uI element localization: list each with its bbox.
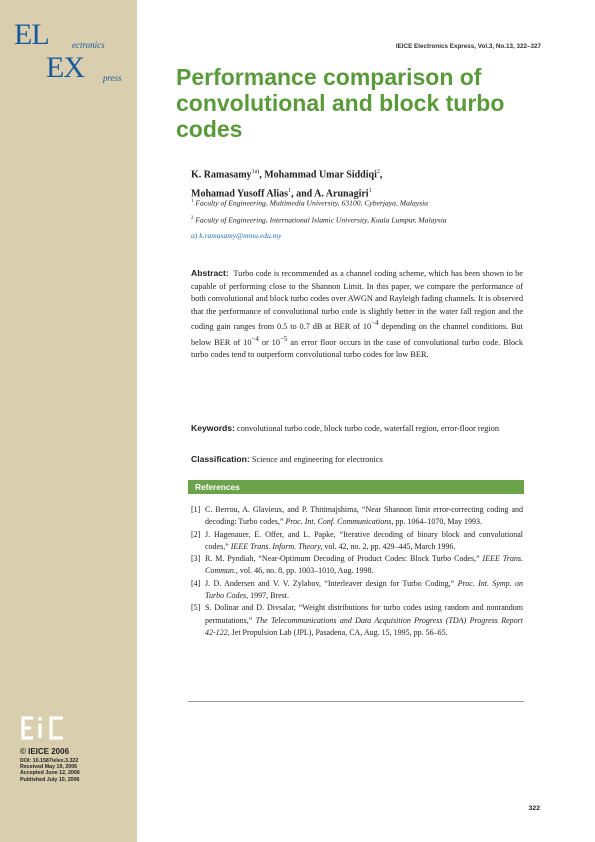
reference-venue: IEEE Trans. Commun., bbox=[205, 554, 523, 576]
abstract bbox=[191, 267, 523, 362]
reference-venue: The Telecommunications and Data Acquisition Progress (TDA) Progress Report 42-122, bbox=[205, 615, 523, 637]
abstract-text: an error floor occurs in the case of convolutional turbo code. Block turbo codes tend to outperform convolutional turbo codes for low BER. bbox=[191, 337, 524, 360]
reference-number: [3] bbox=[191, 554, 201, 564]
reference-details: Jet Propulsion Lab (JPL), Pasadena, CA, Aug. 15, 1995, pp. 56–65. bbox=[231, 627, 448, 637]
author-sup: 1 bbox=[368, 188, 372, 195]
reference-list bbox=[191, 504, 523, 639]
journal-logo-el: EL bbox=[14, 18, 49, 51]
keywords bbox=[191, 422, 523, 436]
classification-text: Science and engineering for electronics bbox=[251, 455, 383, 464]
journal-logo-el-sub: ectronics bbox=[72, 40, 105, 50]
reference-venue: IEEE Trans. Inform. Theory, bbox=[230, 541, 323, 551]
reference-number: [2] bbox=[191, 529, 201, 539]
page-number: 322 bbox=[528, 805, 540, 812]
reference-item bbox=[191, 578, 523, 603]
journal-logo-ex-sub: press bbox=[103, 73, 122, 83]
references-heading: References bbox=[188, 480, 524, 494]
affiliation-sup: 1 bbox=[191, 199, 194, 204]
published-date: Published July 10, 2006 bbox=[20, 776, 80, 783]
reference-item bbox=[191, 504, 523, 529]
author-list: K. Ramasamy$^{1a)}$, Mohammad Umar Siddiqi$^2$, Mohamad Yusoff Alias$^1$, and A. Arunagiri$^1$ bbox=[191, 169, 383, 200]
reference-item bbox=[191, 602, 523, 639]
paper-title: Performance comparison of convolutional and block turbo codes bbox=[176, 64, 505, 142]
author-name: A. Arunagiri bbox=[314, 188, 369, 200]
reference-item bbox=[191, 529, 523, 554]
author-sup: 2 bbox=[376, 169, 380, 175]
abstract-exponent: −4 bbox=[251, 335, 259, 343]
divider bbox=[188, 701, 524, 702]
reference-details: 1997, Brest. bbox=[250, 591, 290, 601]
reference-venue: Proc. Int. Conf. Communications, bbox=[285, 517, 394, 527]
affiliation-sup: 2 bbox=[191, 216, 194, 221]
reference-text: R. M. Pyndiah, “Near-Optimum Decoding of Product Codes: Block Turbo Codes,” bbox=[205, 554, 480, 564]
reference-text: J. Hagenauer, E. Offer, and L. Papke, “Iterative decoding of binary block and convolutional codes,” bbox=[205, 529, 523, 551]
author-name: Mohamad Yusoff Alias bbox=[191, 188, 289, 200]
affiliation-1 bbox=[191, 197, 531, 209]
author-name: Mohammad Umar Siddiqi bbox=[264, 169, 377, 181]
abstract-text: or 10 bbox=[258, 337, 280, 347]
abstract-exponent: −5 bbox=[279, 335, 288, 343]
article-metadata bbox=[20, 747, 80, 783]
eic-logo-icon bbox=[20, 715, 70, 741]
author-sup: 1 bbox=[288, 188, 292, 195]
reference-text: C. Berrou, A. Glavieux, and P. Thitimajshima, “Near Shannon limit error-correcting coding and decoding: Turbo codes,” bbox=[205, 505, 523, 527]
affiliation-2 bbox=[191, 214, 531, 226]
reference-number: [1] bbox=[191, 505, 201, 514]
journal-logo-ex: EX bbox=[46, 51, 84, 84]
abstract-label: Abstract: bbox=[191, 268, 229, 278]
reference-details: vol. 46, no. 8, pp. 1003–1010, Aug. 1998. bbox=[239, 566, 374, 576]
received-date: Received May 19, 2006 bbox=[20, 764, 78, 771]
journal-reference: IEICE Electronics Express, Vol.3, No.13, 322–327 bbox=[395, 43, 541, 50]
author-conjunction: and bbox=[296, 188, 313, 200]
keywords-label: Keywords: bbox=[191, 423, 235, 433]
reference-details: vol. 42, no. 2, pp. 429–445, March 1996. bbox=[324, 541, 456, 551]
reference-number: [4] bbox=[191, 578, 201, 588]
affiliation-text: Faculty of Engineering, International Islamic University, Kuala Lumpur, Malaysia bbox=[195, 215, 447, 225]
doi[interactable]: DOI: 10.1587/elex.3.322 bbox=[20, 758, 79, 764]
affiliation-text: Faculty of Engineering, Multimedia University, 63100, Cyberjaya, Malaysia bbox=[195, 198, 429, 208]
classification-label: Classification: bbox=[191, 454, 250, 464]
author-name: K. Ramasamy bbox=[191, 169, 252, 181]
reference-item bbox=[191, 553, 523, 578]
reference-details: pp. 1064–1070, May 1993. bbox=[395, 517, 483, 527]
abstract-text: depending on the channel conditions. But below BER of 10 bbox=[191, 322, 523, 347]
corresponding-email[interactable]: a) k.ramasamy@mmu.edu.my bbox=[191, 231, 282, 240]
reference-number: [5] bbox=[191, 603, 201, 613]
reference-text: J. D. Andersen and V. V. Zylabov, “Interleaver design for Turbo Coding,” bbox=[205, 578, 455, 588]
reference-text: S. Dolinar and D. Divsalar, “Weight distributions for turbo codes using random and nonrandom permutations,” bbox=[205, 603, 523, 625]
classification bbox=[191, 453, 523, 467]
author-sup: 1a) bbox=[251, 169, 260, 175]
accepted-date: Accepted June 12, 2006 bbox=[20, 770, 80, 777]
abstract-exponent: −4 bbox=[371, 320, 379, 328]
reference-venue: Proc. Int. Symp. on Turbo Codes, bbox=[205, 578, 524, 601]
abstract-text: Turbo code is recommended as a channel coding scheme, which has been shown to be capable of performing close to the Shannon Limit. In this paper, we compare the performance of both convolutional and block turbo codes over AWGN and Rayleigh fading channels. It is observed that the performance of convolutional turbo code is slightly better in the water fall region and the coding gain ranges from 0.5 to 0.7 dB at BER of 10 bbox=[191, 269, 523, 332]
keywords-text: convolutional turbo code, block turbo code, waterfall region, error-floor region bbox=[237, 424, 500, 433]
copyright: © IEICE 2006 bbox=[20, 747, 70, 756]
